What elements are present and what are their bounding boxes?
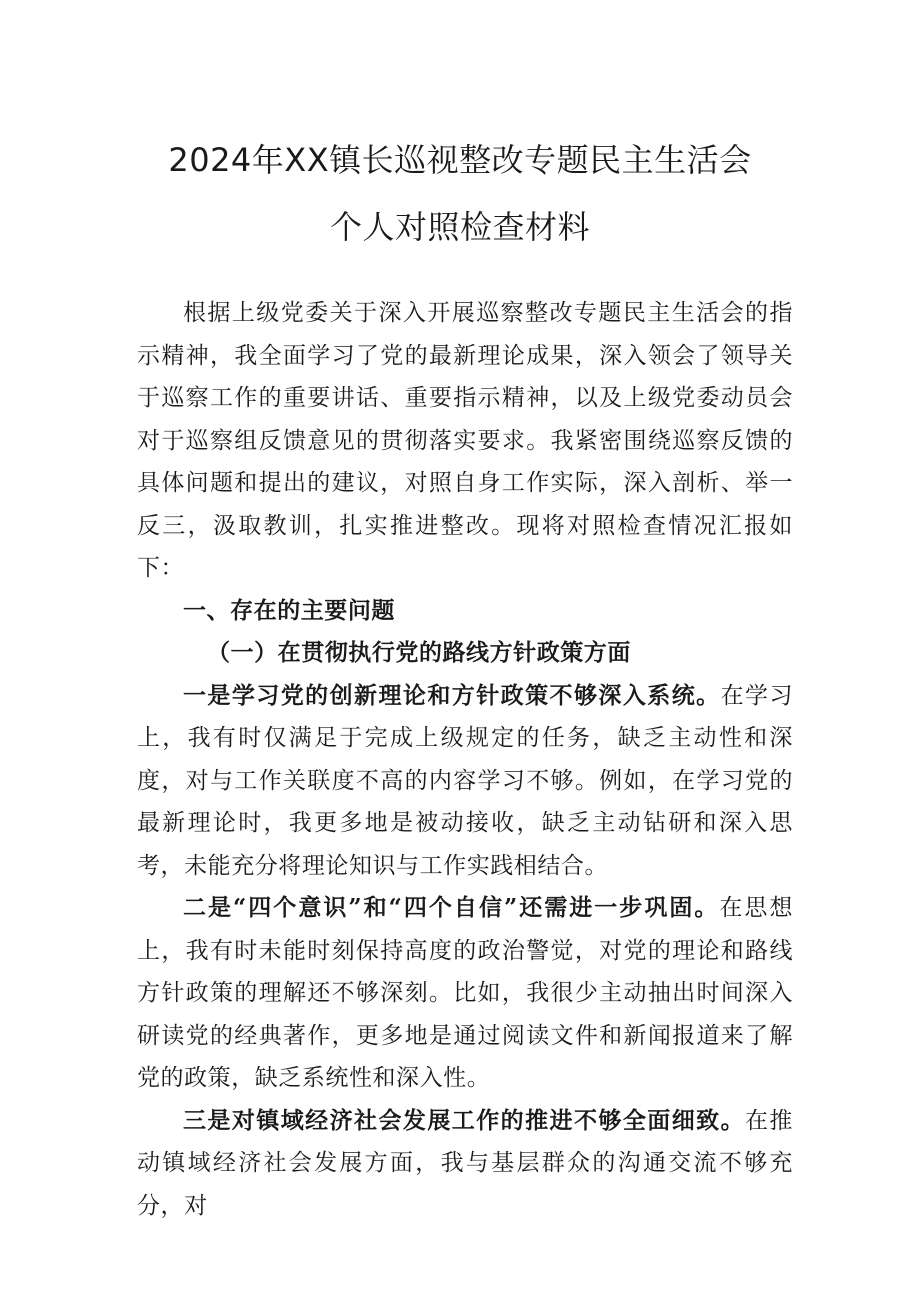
problem-item-3-text: 在推动镇域经济社会发展方面，我与基层群众的沟通交流不够充分，对: [137, 1107, 793, 1219]
problem-item-2-text: 在思想上，我有时未能时刻保持高度的政治警觉，对党的理论和路线方针政策的理解还不够深刻。比如，我很少主动抽出时间深入研读党的经典著作，更多地是通过阅读文件和新闻报道来了解党的政策，缺乏系统性和深入性。: [137, 895, 793, 1091]
intro-paragraph: 根据上级党委关于深入开展巡察整改专题民主生活会的指示精神，我全面学习了党的最新理论成果，深入领会了领导关于巡察工作的重要讲话、重要指示精神，以及上级党委动员会对于巡察组反馈意见的贯彻落实要求。我紧密围绕巡察反馈的具体问题和提出的建议，对照自身工作实际，深入剖析、举一反三，汲取教训，扎实推进整改。现将对照检查情况汇报如下：: [137, 300, 793, 581]
document-title-line2: 个人对照检查材料: [329, 208, 590, 246]
problem-item-2-lead: 二是“四个意识”和“四个自信”还需进一步巩固。: [183, 894, 720, 921]
problem-item-3-lead: 三是对镇域经济社会发展工作的推进不够全面细致。: [183, 1106, 745, 1134]
document-title-line1: 2024年XX镇长巡视整改专题民主生活会: [168, 141, 752, 179]
subsection-heading: （一）在贯彻执行党的路线方针政策方面: [207, 639, 631, 666]
problem-item-1: [137, 675, 793, 888]
problem-item-2: [137, 887, 793, 1100]
problem-item-1-text: 在学习上，我有时仅满足于完成上级规定的任务，缺乏主动性和深度，对与工作关联度不高的内容学习不够。例如，在学习党的最新理论时，我更多地是被动接收，缺乏主动钻研和深入思考，未能充分将理论知识与工作实践相结合。: [137, 682, 793, 879]
problem-item-1-lead: 一是学习党的创新理论和方针政策不够深入系统。: [183, 681, 721, 709]
document-body: [137, 292, 793, 1227]
problem-item-3: [137, 1100, 793, 1228]
section-heading: 一、存在的主要问题: [183, 596, 395, 624]
